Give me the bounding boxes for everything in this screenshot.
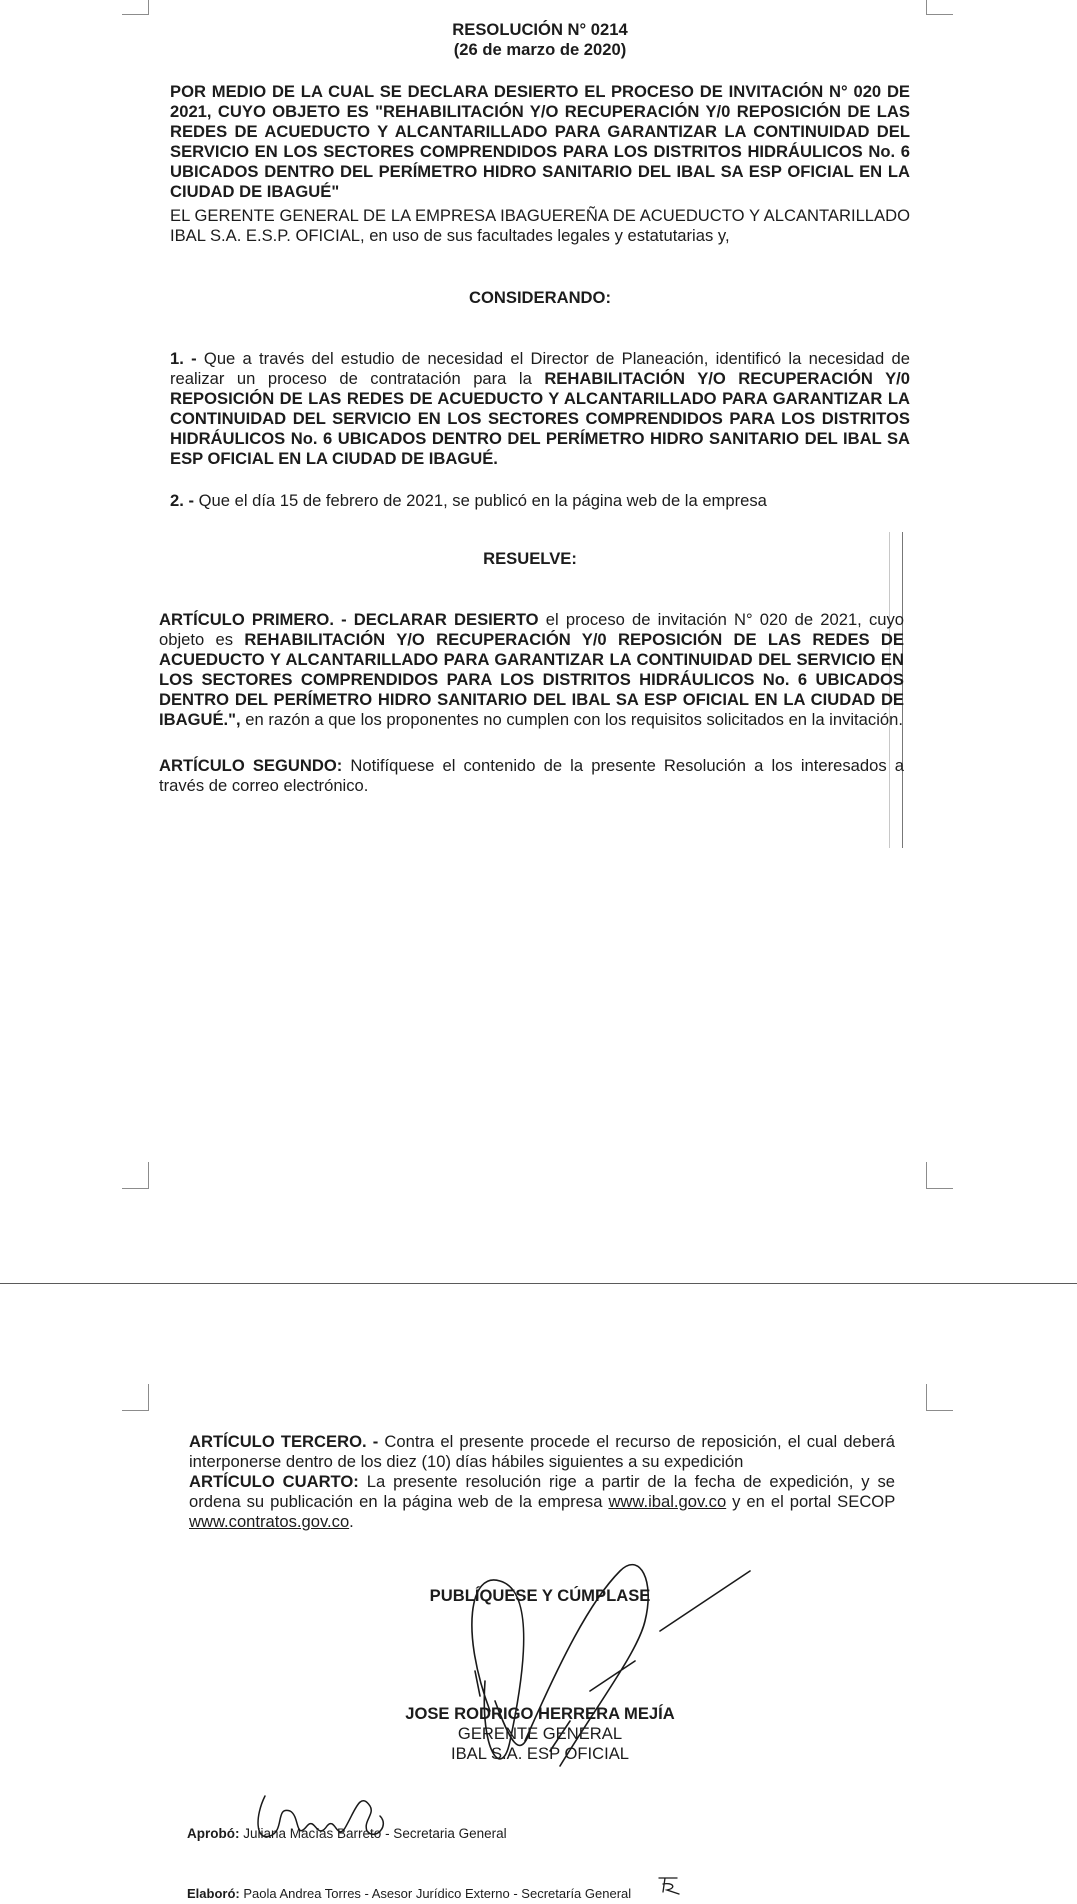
crop-mark bbox=[926, 1162, 953, 1189]
article-label: ARTÍCULO PRIMERO. - DECLARAR DESIERTO bbox=[159, 610, 539, 629]
resolution-summary: POR MEDIO DE LA CUAL SE DECLARA DESIERTO EL PROCESO DE INVITACIÓN N° 020 DE 2021, CUYO OBJETO ES "REHABILITACIÓN Y/O RECUPERACIÓN Y/0 REPOSICIÓN DE LAS REDES DE ACUEDUCTO Y ALCANTARILLADO PARA GARANTIZAR LA CONTINUIDAD DEL SERVICIO EN LOS SECTORES COMPRENDIDOS PARA LOS DISTRITOS HIDRÁULICOS No. 6 UBICADOS DENTRO DEL PERÍMETRO HIDRO SANITARIO DEL IBAL SA ESP OFICIAL EN LA CIUDAD DE IBAGUÉ" bbox=[170, 82, 910, 201]
signer-role: GERENTE GENERAL bbox=[457, 1724, 623, 1743]
website-link[interactable]: www.ibal.gov.co bbox=[608, 1492, 727, 1511]
article-text: en razón a que los proponentes no cumplen con los requisitos solicitados en la invitación. bbox=[245, 710, 903, 729]
intro-paragraph: EL GERENTE GENERAL DE LA EMPRESA IBAGUEREÑA DE ACUEDUCTO Y ALCANTARILLADO IBAL S.A. E.S.P. OFICIAL, en uso de sus facultades legales y estatutarias y, bbox=[170, 206, 910, 245]
crop-mark bbox=[926, 0, 953, 15]
approved-label: Aprobó: bbox=[187, 1826, 240, 1841]
article-text: Notifíquese el contenido de la presente Resolución a los interesados a través de correo electrónico. bbox=[159, 756, 904, 795]
signer-block bbox=[340, 1704, 740, 1764]
articulo-segundo bbox=[159, 756, 904, 796]
approved-text: Juliana Macías Barreto - Secretaria General bbox=[243, 1826, 507, 1841]
crop-mark bbox=[122, 1384, 149, 1411]
prepared-label: Elaboró: bbox=[187, 1886, 240, 1901]
crop-mark bbox=[122, 1162, 149, 1189]
secop-link[interactable]: www.contratos.gov.co bbox=[189, 1512, 350, 1531]
considerando-item-1 bbox=[170, 349, 910, 469]
crop-mark bbox=[122, 0, 149, 15]
crop-mark bbox=[926, 1384, 953, 1411]
item-text: Que el día 15 de febrero de 2021, se publicó en la página web de la empresa bbox=[198, 491, 767, 510]
article-label: ARTÍCULO CUARTO: bbox=[189, 1472, 359, 1491]
article-text: y en el portal SECOP bbox=[732, 1492, 895, 1511]
signature-approver bbox=[245, 1786, 405, 1856]
closing-statement: PUBLÍQUESE Y CÚMPLASE bbox=[429, 1586, 651, 1605]
article-bold-text: REHABILITACIÓN Y/O RECUPERACIÓN Y/0 REPOSICIÓN DE LAS REDES DE ACUEDUCTO Y ALCANTARILLADO PARA GARANTIZAR LA CONTINUIDAD DEL SERVICIO EN LOS SECTORES COMPRENDIDOS PARA LOS DISTRITOS HIDRÁULICOS No. 6 UBICADOS DENTRO DEL PERÍMETRO HIDRO SANITARIO DEL IBAL SA ESP OFICIAL EN LA CIUDAD DE IBAGUÉ.", bbox=[159, 630, 904, 729]
article-label: ARTÍCULO TERCERO. - bbox=[189, 1432, 379, 1451]
document-page-2 bbox=[0, 1286, 1077, 1902]
resolution-title: RESOLUCIÓN N° 0214 (26 de marzo de 2020) bbox=[452, 20, 628, 59]
item-number: 2. - bbox=[170, 491, 194, 510]
prepared-line bbox=[187, 1884, 787, 1904]
page-divider bbox=[0, 1283, 1077, 1284]
article-label: ARTÍCULO SEGUNDO: bbox=[159, 756, 343, 775]
initials-mark bbox=[655, 1874, 685, 1898]
signer-name: JOSE RODRIGO HERRERA MEJÍA bbox=[405, 1704, 675, 1723]
resuelve-heading: RESUELVE: bbox=[483, 549, 577, 568]
item-text: Que a través del estudio de necesidad el Director de Planeación, identificó la necesidad de realizar un proceso de contratación para la bbox=[170, 349, 910, 388]
articulo-tercero bbox=[189, 1432, 895, 1472]
article-text: . bbox=[349, 1512, 354, 1531]
articulo-primero bbox=[159, 610, 904, 730]
article-text: La presente resolución rige a partir de la fecha de expedición, y se ordena su publicación en la página web de la empresa bbox=[189, 1472, 895, 1511]
considerando-heading: CONSIDERANDO: bbox=[469, 288, 611, 307]
article-text: el proceso de invitación N° 020 de 2021, cuyo objeto es bbox=[159, 610, 904, 649]
article-text: Contra el presente procede el recurso de reposición, el cual deberá interponerse dentro de los diez (10) días hábiles siguientes a su expedición bbox=[189, 1432, 895, 1471]
item-bold-text: REHABILITACIÓN Y/O RECUPERACIÓN Y/0 REPOSICIÓN DE LAS REDES DE ACUEDUCTO Y ALCANTARILLADO PARA GARANTIZAR LA CONTINUIDAD DEL SERVICIO EN LOS SECTORES COMPRENDIDOS PARA LOS DISTRITOS HIDRÁULICOS No. 6 UBICADOS DENTRO DEL PERÍMETRO HIDRO SANITARIO DEL IBAL SA ESP OFICIAL EN LA CIUDAD DE IBAGUÉ. bbox=[170, 369, 911, 468]
signature-manager bbox=[440, 1511, 760, 1841]
item-number: 1. - bbox=[170, 349, 197, 368]
signer-org: IBAL S.A. ESP OFICIAL bbox=[451, 1744, 629, 1763]
prepared-text: Paola Andrea Torres - Asesor Jurídico Externo - Secretaría General bbox=[243, 1886, 632, 1901]
considerando-item-2 bbox=[170, 491, 910, 511]
